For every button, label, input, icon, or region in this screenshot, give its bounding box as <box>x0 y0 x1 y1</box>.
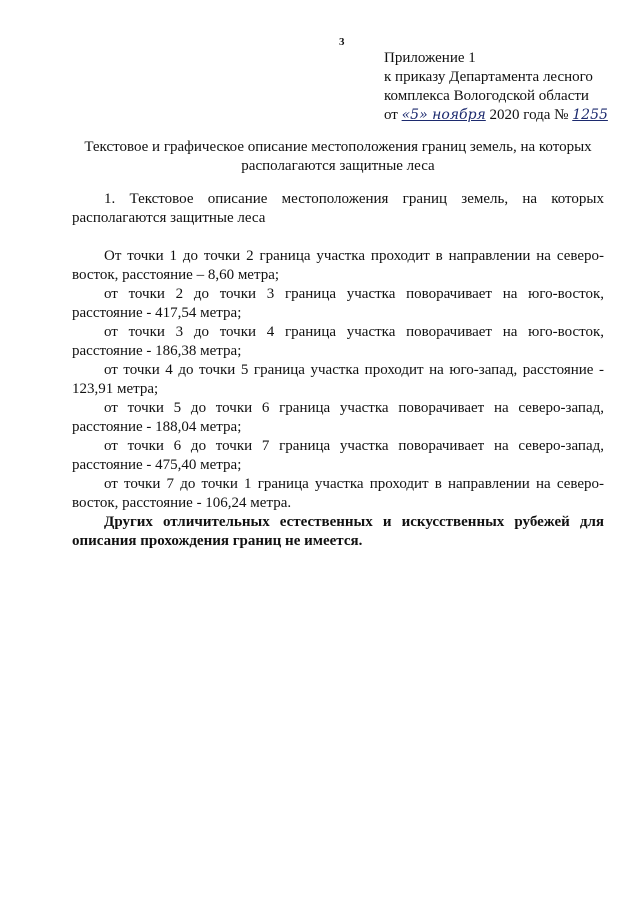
document-body <box>72 190 604 551</box>
document-title: Текстовое и графическое описание местоположения границ земель, на которых располагаются защитные леса <box>84 139 592 174</box>
appendix-department-line: комплекса Вологодской области <box>384 88 589 104</box>
handwritten-date: «5» ноября <box>401 107 486 123</box>
boundary-paragraph: от точки 2 до точки 3 граница участка поворачивает на юго-восток, расстояние - 417,54 метра; <box>72 286 604 321</box>
appendix-header <box>384 49 608 125</box>
closing-statement: Других отличительных естественных и искусственных рубежей для описания прохождения границ не имеется. <box>72 514 604 549</box>
date-prefix: от <box>384 107 398 123</box>
date-year: 2020 года № <box>489 107 569 123</box>
boundary-paragraph: От точки 1 до точки 2 граница участка проходит в направлении на северо-восток, расстояние – 8,60 метра; <box>72 248 604 283</box>
appendix-order-line: к приказу Департамента лесного <box>384 69 593 85</box>
boundary-paragraph: от точки 5 до точки 6 граница участка поворачивает на северо-запад, расстояние - 188,04 метра; <box>72 400 604 435</box>
appendix-date-line <box>384 106 608 125</box>
page-number: 3 <box>339 36 345 48</box>
boundary-paragraph: от точки 4 до точки 5 граница участка проходит на юго-запад, расстояние - 123,91 метра; <box>72 362 604 397</box>
boundary-paragraph: от точки 7 до точки 1 граница участка проходит в направлении на северо-восток, расстояние - 106,24 метра. <box>72 476 604 511</box>
handwritten-order-number: 1255 <box>572 107 608 123</box>
section-heading: 1. Текстовое описание местоположения границ земель, на которых располагаются защитные леса <box>72 191 604 226</box>
boundary-paragraph: от точки 6 до точки 7 граница участка поворачивает на северо-запад, расстояние - 475,40 метра; <box>72 438 604 473</box>
appendix-title: Приложение 1 <box>384 50 476 66</box>
boundary-paragraph: от точки 3 до точки 4 граница участка поворачивает на юго-восток, расстояние - 186,38 метра; <box>72 324 604 359</box>
